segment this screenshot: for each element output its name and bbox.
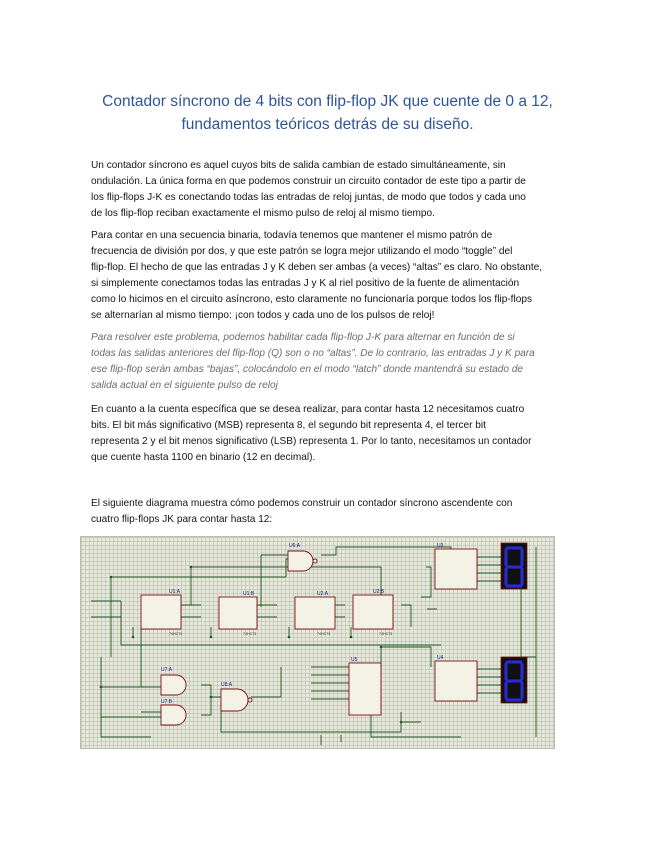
gate-u7b [161, 705, 186, 725]
part-u2b: 74HC73 [379, 632, 393, 636]
text-line: El siguiente diagrama muestra cómo podemos construir un contador síncrono ascendente con [91, 498, 513, 509]
flip-flop-u2b [353, 595, 393, 629]
gate-u8a [221, 689, 248, 711]
label-u2b: U2:B [373, 589, 385, 595]
text-line: cuatro flip-flops JK para contar hasta 12: [91, 514, 273, 526]
decoder-u4 [435, 661, 477, 701]
flip-flop-u1a [141, 595, 181, 629]
title-line-1: Contador síncrono de 4 bits con flip-flop JK que cuente de 0 a 12, [102, 93, 553, 110]
label-u7b: U7:B [161, 699, 173, 705]
flip-flop-u2a [295, 597, 335, 629]
label-u3: U3 [437, 543, 444, 549]
text-line: si simplemente conectamos todas las entradas J y K al riel positivo de la fuente de alimentación [91, 278, 520, 290]
text-line: frecuencia de división por dos, y que este patrón se logra mejor utilizando el modo “toggle” del [91, 246, 513, 258]
label-u7a: U7:A [161, 667, 173, 673]
label-u5: U5 [351, 657, 358, 663]
text-line: como lo hicimos en el circuito asíncrono, esto claramente no funcionaría porque todos los flip-flops [91, 294, 532, 306]
paragraph-count-12 [91, 402, 576, 466]
label-u4: U4 [437, 655, 444, 661]
paragraph-diagram-intro [91, 496, 576, 528]
text-line: los flip-flops J-K es conectando todas las entradas de reloj juntas, de modo que todos y cada uno [91, 192, 526, 204]
paragraph-binary-sequence [91, 228, 576, 325]
circuit-diagram-image [80, 536, 555, 749]
text-line: bits. El bit más significativo (MSB) representa 8, el segundo bit representa 4, el tercer bit [91, 420, 486, 432]
text-line: flip-flop. El hecho de que las entradas J y K deben ser ambas (a veces) “altas” es claro. No obstante, [91, 262, 543, 274]
label-u2a: U2:A [317, 591, 329, 597]
label-u8a: U8:A [221, 682, 233, 688]
label-u1a: U1:A [169, 589, 181, 595]
part-u2a: 74HC73 [317, 632, 331, 636]
text-line: Para contar en una secuencia binaria, todavía tenemos que mantener el mismo patrón de [91, 230, 493, 241]
text-line: salida actual en el siguiente pulso de reloj [91, 380, 278, 392]
text-line: que cuente hasta 1100 en binario (12 en decimal). [91, 452, 316, 464]
paragraph-solution-italic [91, 330, 576, 394]
text-line: ondulación. La única forma en que podemos construir un circuito contador de este tipo a partir de [91, 176, 526, 188]
gate-u6a [288, 551, 313, 571]
text-line: se alternarían al mismo tiempo: ¡con todos y cada uno de los pulsos de reloj! [91, 310, 435, 322]
seven-segment-bottom [501, 657, 527, 703]
label-u6a: U6:A [289, 543, 301, 549]
part-u1b: 74HC73 [243, 632, 257, 636]
circuit-schematic [81, 537, 554, 748]
part-u1a: 74HC73 [169, 632, 183, 636]
text-line: todas las salidas anteriores del flip-flop (Q) son o no “altas”. De lo contrario, las entradas J y K para [91, 348, 535, 360]
decoder-ics [349, 549, 477, 715]
flip-flop-symbols [141, 595, 393, 629]
paragraph-intro [91, 158, 576, 222]
seven-segment-top [501, 543, 527, 589]
flip-flop-u1b [219, 597, 257, 629]
text-line: Un contador síncrono es aquel cuyos bits de salida cambian de estado simultáneamente, sin [91, 160, 506, 171]
text-line: ese flip-flop serán ambas “bajas”, colocándolo en el modo “latch” donde mantendrá su estado de [91, 364, 524, 376]
decoder-u3 [435, 549, 477, 589]
title-line-2: fundamentos teóricos detrás de su diseño. [181, 116, 474, 133]
text-line: En cuanto a la cuenta específica que se desea realizar, para contar hasta 12 necesitamos cuatro [91, 404, 525, 415]
gate-u7a [161, 675, 186, 695]
text-line: de los flip-flop reciban exactamente el mismo pulso de reloj al mismo tiempo. [91, 208, 435, 220]
label-u1b: U1:B [243, 591, 255, 597]
decoder-u5 [349, 663, 381, 715]
text-line: representa 2 y el bit menos significativo (LSB) representa 1. Por lo tanto, necesitamos un contador [91, 436, 532, 448]
document-title [60, 90, 595, 136]
text-line: Para resolver este problema, podemos habilitar cada flip-flop J-K para alternar en función de si [91, 332, 515, 343]
